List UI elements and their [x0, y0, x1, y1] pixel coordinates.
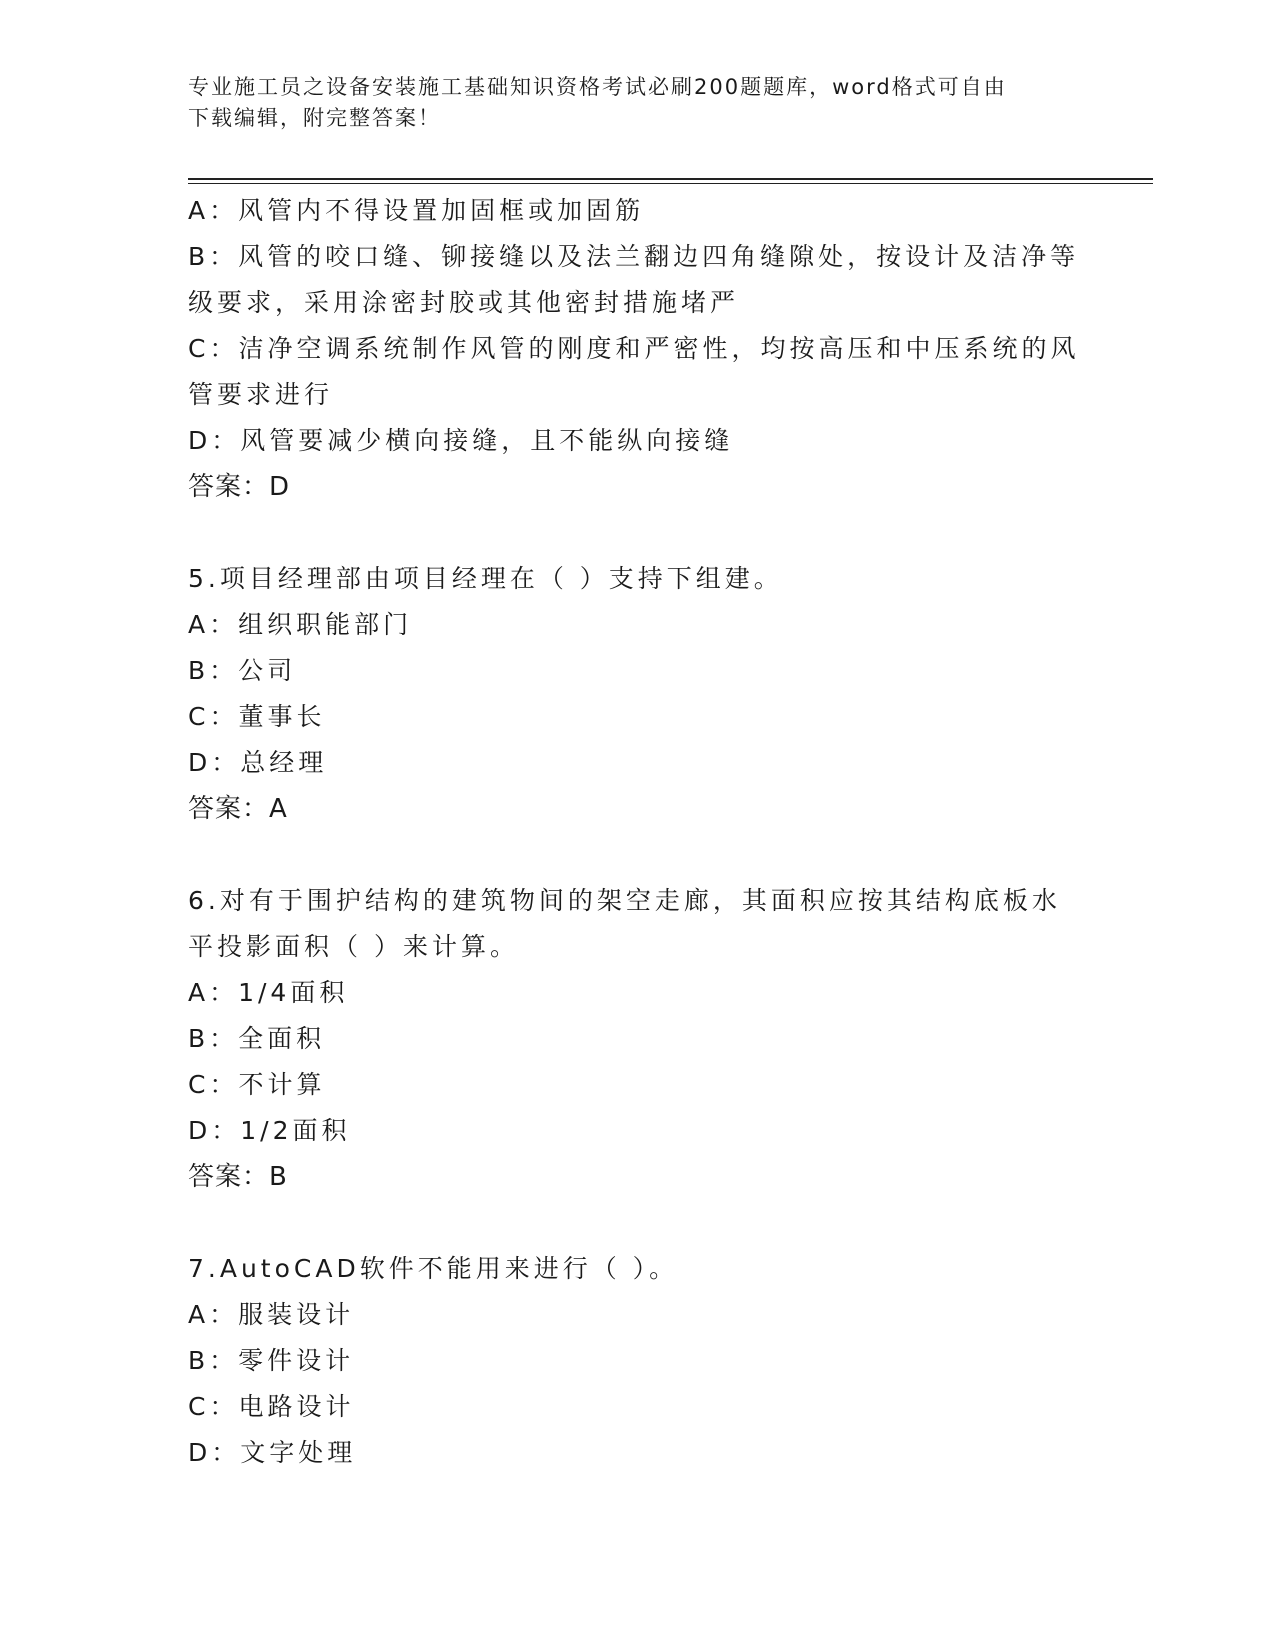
header-divider-thick — [188, 178, 1153, 180]
question-spacer — [188, 832, 1088, 878]
question-spacer — [188, 510, 1088, 556]
q6-answer: 答案：B — [188, 1162, 288, 1192]
q5-option-c: C：董事长 — [188, 702, 326, 731]
q7-question: 7.AutoCAD软件不能用来进行（ ）。 — [188, 1254, 679, 1283]
q4-option-a: A：风管内不得设置加固框或加固筋 — [188, 196, 645, 225]
q5-option-b: B：公司 — [188, 656, 297, 685]
document-header — [188, 72, 1088, 134]
q5-option-a: A：组织职能部门 — [188, 610, 413, 639]
q7-option-d: D：文字处理 — [188, 1438, 357, 1467]
q6-option-b: B：全面积 — [188, 1024, 326, 1053]
q7-option-c: C：电路设计 — [188, 1392, 355, 1421]
q5-question: 5.项目经理部由项目经理在（ ）支持下组建。 — [188, 564, 783, 593]
q6-question-line-2: 平投影面积（ ）来计算。 — [188, 932, 519, 961]
q4-option-b-line-2: 级要求，采用涂密封胶或其他密封措施堵严 — [188, 288, 740, 317]
q4-answer: 答案：D — [188, 472, 291, 502]
header-divider-thin — [188, 183, 1153, 184]
question-5-block — [188, 556, 1088, 832]
q5-answer: 答案：A — [188, 794, 288, 824]
q7-option-a: A：服装设计 — [188, 1300, 355, 1329]
header-title-line-1: 专业施工员之设备安装施工基础知识资格考试必刷200题题库，word格式可自由 — [188, 75, 1007, 99]
question-list — [188, 188, 1088, 1476]
question-spacer — [188, 1200, 1088, 1246]
q6-option-d: D：1/2面积 — [188, 1116, 351, 1145]
q6-question-line-1: 6.对有于围护结构的建筑物间的架空走廊，其面积应按其结构底板水 — [188, 886, 1061, 915]
q6-option-c: C：不计算 — [188, 1070, 326, 1099]
q4-option-d: D：风管要减少横向接缝，且不能纵向接缝 — [188, 426, 734, 455]
q4-option-b-line-1: B：风管的咬口缝、铆接缝以及法兰翻边四角缝隙处，按设计及洁净等 — [188, 242, 1080, 271]
q4-option-c-line-2: 管要求进行 — [188, 380, 334, 409]
q5-option-d: D：总经理 — [188, 748, 328, 777]
question-6-block — [188, 878, 1088, 1200]
question-4-block — [188, 188, 1088, 510]
q4-option-c-line-1: C：洁净空调系统制作风管的刚度和严密性，均按高压和中压系统的风 — [188, 334, 1080, 363]
question-7-block — [188, 1246, 1088, 1476]
header-title-line-2: 下载编辑，附完整答案！ — [188, 106, 441, 130]
q7-option-b: B：零件设计 — [188, 1346, 355, 1375]
q6-option-a: A：1/4面积 — [188, 978, 349, 1007]
